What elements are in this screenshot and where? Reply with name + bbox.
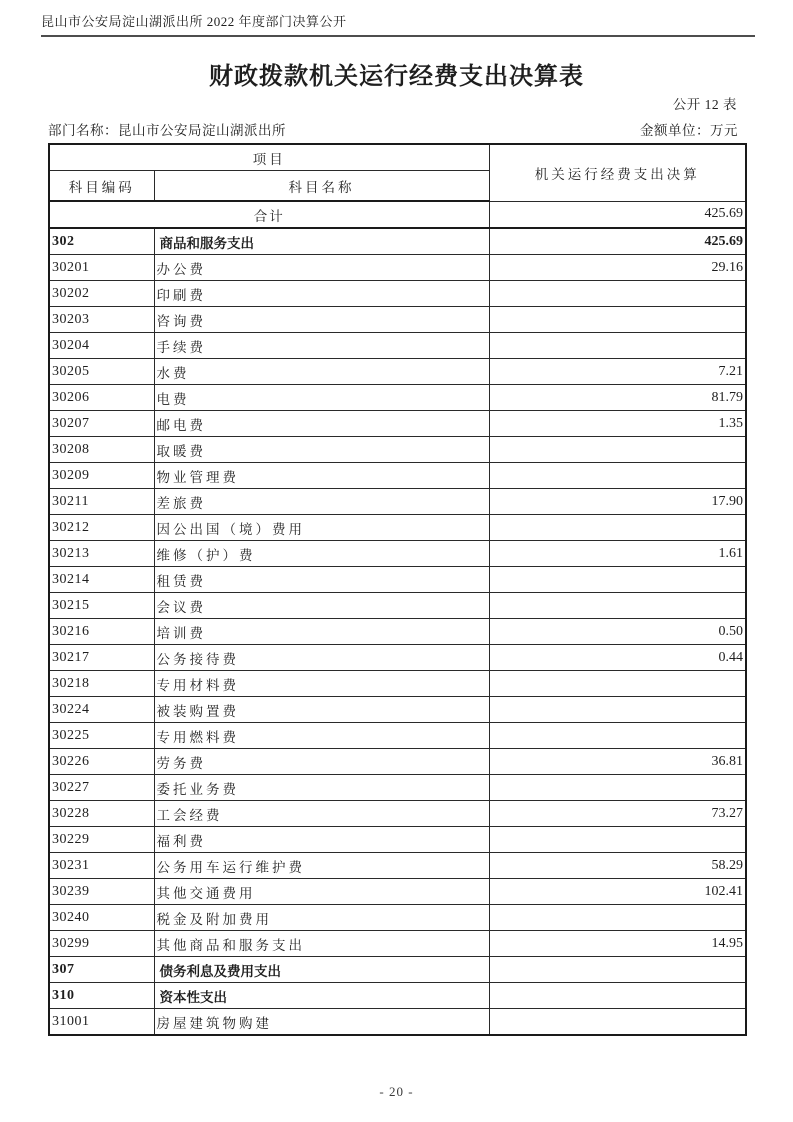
header-value-column: 机关运行经费支出决算 [489,144,746,201]
subject-name-cell: 被装购置费 [154,697,489,723]
subject-name-cell: 咨询费 [154,307,489,333]
expense-value-cell: 36.81 [489,749,746,775]
subject-code-cell: 30218 [49,671,154,697]
subject-code-cell: 30212 [49,515,154,541]
expense-value-cell [489,671,746,697]
total-row [49,201,746,228]
table-row [49,307,746,333]
table-row [49,463,746,489]
table-row [49,827,746,853]
expense-value-cell: 102.41 [489,879,746,905]
subject-name-cell: 福利费 [154,827,489,853]
subject-code-cell: 30214 [49,567,154,593]
subject-code-cell: 30226 [49,749,154,775]
subject-name-cell: 水费 [154,359,489,385]
subject-name-cell: 办公费 [154,255,489,281]
subject-code-cell: 310 [49,983,154,1009]
department-name: 部门名称：昆山市公安局淀山湖派出所 [48,123,286,138]
expense-value-cell [489,957,746,983]
subject-name-cell: 印刷费 [154,281,489,307]
subject-name-cell: 专用材料费 [154,671,489,697]
table-row [49,281,746,307]
subject-code-cell: 30202 [49,281,154,307]
table-row [49,931,746,957]
table-row [49,489,746,515]
table-row [49,359,746,385]
expense-value-cell [489,1009,746,1036]
expense-value-cell [489,723,746,749]
expense-value-cell: 1.35 [489,411,746,437]
table-row [49,593,746,619]
expense-value-cell [489,775,746,801]
expense-value-cell: 81.79 [489,385,746,411]
table-body [49,201,746,1035]
subject-name-cell: 培训费 [154,619,489,645]
table-row [49,567,746,593]
total-value: 425.69 [489,201,746,228]
table-row [49,385,746,411]
table-row [49,645,746,671]
expense-table [48,143,747,1036]
subject-code-cell: 30209 [49,463,154,489]
page-title: 财政拨款机关运行经费支出决算表 [209,64,584,90]
table-row [49,853,746,879]
subject-code-cell: 30208 [49,437,154,463]
table-row [49,801,746,827]
subject-name-cell: 其他交通费用 [154,879,489,905]
table-row [49,541,746,567]
subject-name-cell: 差旅费 [154,489,489,515]
expense-value-cell: 58.29 [489,853,746,879]
table-row [49,1009,746,1036]
subject-code-cell: 30206 [49,385,154,411]
subject-code-cell: 30299 [49,931,154,957]
expense-value-cell [489,827,746,853]
subject-code-cell: 30227 [49,775,154,801]
table-row [49,228,746,255]
expense-value-cell [489,281,746,307]
subject-name-cell: 取暖费 [154,437,489,463]
page-number: - 20 - [379,1084,414,1099]
subject-name-cell: 专用燃料费 [154,723,489,749]
header-row-project [49,144,746,171]
subject-code-cell: 307 [49,957,154,983]
subject-name-cell: 房屋建筑物购建 [154,1009,489,1036]
table-row [49,671,746,697]
subject-code-cell: 30205 [49,359,154,385]
subject-name-cell: 维修（护）费 [154,541,489,567]
subject-name-cell: 公务用车运行维护费 [154,853,489,879]
expense-value-cell: 73.27 [489,801,746,827]
subject-code-cell: 30240 [49,905,154,931]
expense-value-cell: 1.61 [489,541,746,567]
table-row [49,411,746,437]
subject-name-cell: 商品和服务支出 [154,228,489,255]
subject-code-cell: 30231 [49,853,154,879]
expense-value-cell [489,567,746,593]
subject-name-cell: 邮电费 [154,411,489,437]
subject-code-cell: 30229 [49,827,154,853]
subject-code-cell: 30224 [49,697,154,723]
subject-name-cell: 税金及附加费用 [154,905,489,931]
subject-name-cell: 会议费 [154,593,489,619]
table-row [49,905,746,931]
subject-code-cell: 30213 [49,541,154,567]
expense-value-cell: 7.21 [489,359,746,385]
expense-value-cell [489,593,746,619]
subject-code-cell: 30215 [49,593,154,619]
expense-value-cell: 0.44 [489,645,746,671]
expense-value-cell: 425.69 [489,228,746,255]
expense-value-cell [489,697,746,723]
subject-name-cell: 手续费 [154,333,489,359]
table-row [49,775,746,801]
subject-name-cell: 其他商品和服务支出 [154,931,489,957]
subject-code-cell: 30239 [49,879,154,905]
expense-value-cell [489,307,746,333]
expense-value-cell [489,515,746,541]
table-row [49,619,746,645]
table-meta-row [48,119,738,139]
subject-name-cell: 因公出国（境）费用 [154,515,489,541]
table-number-label: 公开 12 表 [672,97,737,112]
subject-code-cell: 30203 [49,307,154,333]
table-row [49,697,746,723]
header-subject-name: 科目名称 [154,171,489,202]
header-subject-code: 科目编码 [49,171,154,202]
subject-code-cell: 302 [49,228,154,255]
table-row [49,437,746,463]
expense-value-cell [489,463,746,489]
total-label: 合计 [49,201,489,228]
table-row [49,983,746,1009]
expense-value-cell [489,437,746,463]
subject-code-cell: 30225 [49,723,154,749]
subject-name-cell: 劳务费 [154,749,489,775]
subject-name-cell: 债务利息及费用支出 [154,957,489,983]
amount-unit: 金额单位：万元 [640,123,738,138]
expense-value-cell: 17.90 [489,489,746,515]
document-header: 昆山市公安局淀山湖派出所 2022 年度部门决算公开 [41,11,755,37]
table-row [49,749,746,775]
subject-name-cell: 工会经费 [154,801,489,827]
subject-name-cell: 公务接待费 [154,645,489,671]
table-row [49,957,746,983]
table-header [49,144,746,201]
expense-value-cell: 14.95 [489,931,746,957]
subject-name-cell: 租赁费 [154,567,489,593]
subject-code-cell: 30217 [49,645,154,671]
subject-code-cell: 30204 [49,333,154,359]
subject-name-cell: 委托业务费 [154,775,489,801]
subject-code-cell: 30211 [49,489,154,515]
subject-code-cell: 30207 [49,411,154,437]
header-project: 项目 [49,144,489,171]
table-row [49,879,746,905]
subject-code-cell: 31001 [49,1009,154,1036]
table-row [49,255,746,281]
subject-name-cell: 物业管理费 [154,463,489,489]
subject-name-cell: 电费 [154,385,489,411]
subject-code-cell: 30201 [49,255,154,281]
expense-value-cell: 0.50 [489,619,746,645]
subject-code-cell: 30228 [49,801,154,827]
table-row [49,515,746,541]
table-row [49,723,746,749]
expense-value-cell [489,333,746,359]
subject-name-cell: 资本性支出 [154,983,489,1009]
expense-value-cell: 29.16 [489,255,746,281]
expense-value-cell [489,983,746,1009]
subject-code-cell: 30216 [49,619,154,645]
expense-value-cell [489,905,746,931]
table-row [49,333,746,359]
